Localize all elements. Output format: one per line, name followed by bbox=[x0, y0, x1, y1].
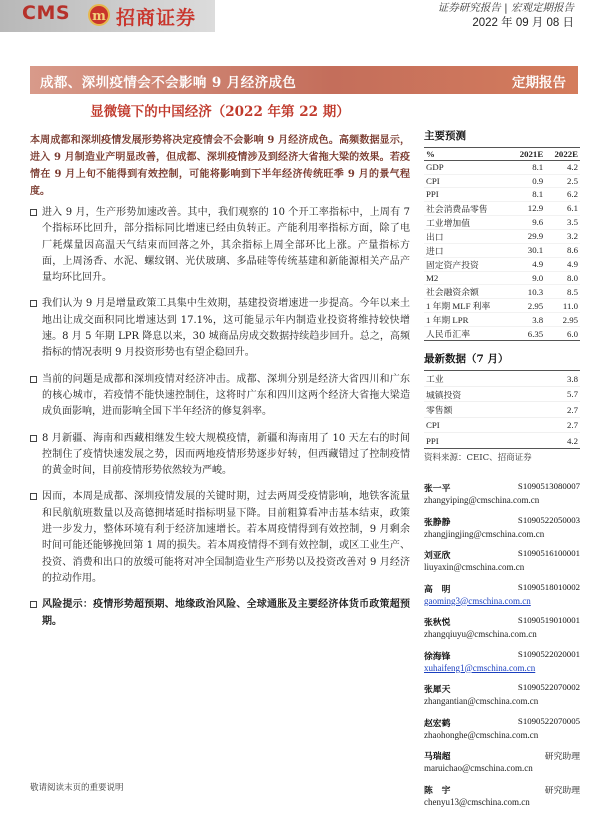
analyst-license: S1090513080007 bbox=[518, 481, 580, 491]
table-row bbox=[424, 285, 580, 299]
risk-warning bbox=[30, 597, 410, 630]
indicator-value: 4.9 bbox=[545, 257, 580, 271]
analyst-license: S1090522070002 bbox=[518, 682, 580, 692]
indicator-name: CPI bbox=[424, 417, 537, 433]
analyst-name: 赵宏鹤 bbox=[424, 716, 450, 729]
bullet-square-icon bbox=[30, 601, 37, 608]
latest-data-table bbox=[424, 370, 580, 449]
analyst-email: zhangqiuyu@cmschina.com.cn bbox=[424, 629, 584, 639]
bullet-item bbox=[30, 431, 410, 480]
bullet-text: 进入 9 月，生产形势加速改善。其中，我们观察的 10 个开工率指标中，上周有 7 个指标环比回升，部分指标同比增速已经由负转正。产能利用率指标方面，除了电厂耗煤量因高温天气结束而回落之外，其余指标上周全部环比上涨。产量指标方面，上周汤香、水泥、螺纹钢、光伏玻璃、多晶硅等传统基建和新能源相关产品产量均环比回升。 bbox=[42, 207, 410, 283]
analyst-header bbox=[424, 481, 584, 495]
indicator-name: 社会融资余额 bbox=[424, 285, 510, 299]
table-row bbox=[424, 161, 580, 175]
indicator-value: 8.6 bbox=[545, 243, 580, 257]
analyst-header bbox=[424, 649, 584, 663]
table-header-row bbox=[424, 148, 580, 161]
indicator-value: 3.8 bbox=[537, 371, 580, 387]
analyst-license: S1090519010001 bbox=[518, 615, 580, 625]
logo-cms-text: CMS bbox=[22, 2, 70, 24]
indicator-name: 工业 bbox=[424, 371, 537, 387]
indicator-name: 社会消费品零售 bbox=[424, 201, 510, 215]
indicator-value: 6.1 bbox=[545, 201, 580, 215]
table-row bbox=[424, 327, 580, 341]
company-logo bbox=[0, 0, 215, 32]
analyst-header bbox=[424, 548, 584, 562]
analyst-entry bbox=[424, 615, 584, 649]
report-type: 证券研究报告 | 宏观定期报告 bbox=[438, 0, 574, 15]
analyst-email: maruichao@cmschina.com.cn bbox=[424, 763, 584, 773]
bullet-item bbox=[30, 296, 410, 361]
analyst-entry bbox=[424, 515, 584, 549]
indicator-value: 6.35 bbox=[510, 327, 545, 341]
report-tag: 定期报告 bbox=[512, 71, 566, 91]
table-row bbox=[424, 174, 580, 188]
indicator-name: PPI bbox=[424, 433, 537, 449]
table-row bbox=[424, 386, 580, 402]
indicator-name: CPI bbox=[424, 174, 510, 188]
indicator-value: 4.2 bbox=[545, 161, 580, 175]
analyst-email: chenyu13@cmschina.com.cn bbox=[424, 797, 584, 807]
analyst-name: 高 明 bbox=[424, 582, 450, 595]
column-header: 2021E bbox=[510, 148, 545, 161]
analyst-license: S1090518010002 bbox=[518, 582, 580, 592]
title-bar bbox=[30, 66, 578, 94]
analyst-name: 徐海锋 bbox=[424, 649, 450, 662]
analyst-name: 陈 宇 bbox=[424, 783, 450, 796]
indicator-value: 2.95 bbox=[510, 299, 545, 313]
table-row bbox=[424, 417, 580, 433]
analyst-header bbox=[424, 615, 584, 629]
bullet-square-icon bbox=[30, 209, 37, 216]
table-row bbox=[424, 201, 580, 215]
indicator-value: 3.5 bbox=[545, 215, 580, 229]
indicator-name: 零售额 bbox=[424, 402, 537, 418]
indicator-value: 10.3 bbox=[510, 285, 545, 299]
bullet-item bbox=[30, 205, 410, 286]
analyst-header bbox=[424, 682, 584, 696]
table-row bbox=[424, 433, 580, 449]
summary-paragraph: 本周成都和深圳疫情发展形势将决定疫情会不会影响 9 月经济成色。高频数据显示，进入 9 月制造业产明显改善，但成都、深圳疫情涉及到经济大省拖大梁的效果。若疫情在 9 月上旬不能得到有效控制，可能将影响到下半年经济传统旺季 9 月的景气程度。 bbox=[30, 132, 410, 200]
analyst-email: zhaohonghe@cmschina.com.cn bbox=[424, 730, 584, 740]
indicator-value: 0.9 bbox=[510, 174, 545, 188]
analyst-entry bbox=[424, 582, 584, 616]
column-header: % bbox=[424, 148, 510, 161]
logo-company-name: 招商证券 bbox=[116, 3, 196, 30]
indicator-value: 9.6 bbox=[510, 215, 545, 229]
indicator-value: 12.9 bbox=[510, 201, 545, 215]
page-header bbox=[0, 0, 600, 44]
indicator-name: PPI bbox=[424, 188, 510, 202]
analyst-name: 张一平 bbox=[424, 481, 450, 494]
analyst-entry bbox=[424, 682, 584, 716]
analyst-header bbox=[424, 515, 584, 529]
logo-badge-icon: m bbox=[88, 4, 110, 26]
analyst-license: S1090522020001 bbox=[518, 649, 580, 659]
analyst-email: zhangjingjing@cmschina.com.cn bbox=[424, 529, 584, 539]
bullet-text: 8 月新疆、海南和西藏相继发生较大规模疫情，新疆和海南用了 10 天左右的时间控制住了疫情快速发展之势，因而两地疫情形势逐步好转，但西藏错过了控制疫情的黄金时间，目前疫情形势依然较为严峻。 bbox=[42, 433, 410, 477]
table-row bbox=[424, 215, 580, 229]
indicator-value: 8.5 bbox=[545, 285, 580, 299]
forecast-table bbox=[424, 147, 580, 341]
table-row bbox=[424, 229, 580, 243]
analyst-list bbox=[424, 481, 584, 816]
table-row bbox=[424, 313, 580, 327]
analyst-name: 张犀天 bbox=[424, 682, 450, 695]
table-row bbox=[424, 371, 580, 387]
analyst-entry bbox=[424, 716, 584, 750]
bullet-square-icon bbox=[30, 376, 37, 383]
analyst-email: liuyaxin@cmschina.com.cn bbox=[424, 562, 584, 572]
analyst-email[interactable]: gaoming3@cmschina.com.cn bbox=[424, 596, 584, 606]
table-row bbox=[424, 257, 580, 271]
analyst-email: zhangantian@cmschina.com.cn bbox=[424, 696, 584, 706]
indicator-value: 3.2 bbox=[545, 229, 580, 243]
analyst-header bbox=[424, 749, 584, 763]
bullet-text: 风险提示：疫情形势超预期、地缘政治风险、全球通胀及主要经济体货币政策超预期。 bbox=[42, 599, 410, 626]
indicator-name: 出口 bbox=[424, 229, 510, 243]
indicator-name: 进口 bbox=[424, 243, 510, 257]
indicator-value: 2.5 bbox=[545, 174, 580, 188]
indicator-value: 2.7 bbox=[537, 402, 580, 418]
column-header: 2022E bbox=[545, 148, 580, 161]
indicator-value: 2.95 bbox=[545, 313, 580, 327]
indicator-value: 29.9 bbox=[510, 229, 545, 243]
data-source: 资料来源：CEIC、招商证券 bbox=[424, 451, 584, 463]
analyst-name: 马瑞超 bbox=[424, 749, 450, 762]
bullet-list bbox=[30, 205, 410, 640]
indicator-name: GDP bbox=[424, 161, 510, 175]
indicator-value: 4.9 bbox=[510, 257, 545, 271]
sidebar bbox=[424, 128, 584, 463]
indicator-name: 人民币汇率 bbox=[424, 327, 510, 341]
analyst-license: S1090516100001 bbox=[518, 548, 580, 558]
footer-note: 敬请阅读末页的重要说明 bbox=[30, 781, 124, 793]
indicator-value: 8.0 bbox=[545, 271, 580, 285]
indicator-name: 1 年期 LPR bbox=[424, 313, 510, 327]
table-row bbox=[424, 271, 580, 285]
analyst-entry bbox=[424, 783, 584, 816]
indicator-value: 11.0 bbox=[545, 299, 580, 313]
indicator-value: 2.7 bbox=[537, 417, 580, 433]
indicator-value: 8.1 bbox=[510, 188, 545, 202]
indicator-value: 9.0 bbox=[510, 271, 545, 285]
report-title: 成都、深圳疫情会不会影响 9 月经济成色 bbox=[40, 71, 296, 91]
latest-data-title: 最新数据（7 月） bbox=[424, 351, 584, 366]
analyst-entry bbox=[424, 481, 584, 515]
table-row bbox=[424, 402, 580, 418]
bullet-item bbox=[30, 372, 410, 421]
forecast-title: 主要预测 bbox=[424, 128, 584, 143]
bullet-item bbox=[30, 489, 410, 587]
indicator-value: 5.7 bbox=[537, 386, 580, 402]
analyst-header bbox=[424, 582, 584, 596]
analyst-entry bbox=[424, 548, 584, 582]
analyst-license: 研究助理 bbox=[545, 783, 580, 796]
indicator-name: 工业增加值 bbox=[424, 215, 510, 229]
analyst-name: 张秋悦 bbox=[424, 615, 450, 628]
analyst-header bbox=[424, 783, 584, 797]
indicator-name: 固定资产投资 bbox=[424, 257, 510, 271]
table-row bbox=[424, 243, 580, 257]
indicator-name: 1 年期 MLF 利率 bbox=[424, 299, 510, 313]
table-row bbox=[424, 188, 580, 202]
analyst-license: 研究助理 bbox=[545, 749, 580, 762]
bullet-text: 我们认为 9 月是增量政策工具集中生效期，基建投资增速进一步提高。今年以来土地出让成交面积同比增速达到 17.1%，这可能显示年内制造业投资将维持较快增速。8 月 5 年期 LPR 降息以来，30 城商品房成交数据持续趋步回升。总之，高频指标的情况表明 9 月投资形势也有望企稳回升。 bbox=[42, 298, 410, 358]
indicator-name: M2 bbox=[424, 271, 510, 285]
analyst-email[interactable]: xuhaifeng1@cmschina.com.cn bbox=[424, 663, 584, 673]
analyst-email: zhangyiping@cmschina.com.cn bbox=[424, 495, 584, 505]
bullet-square-icon bbox=[30, 493, 37, 500]
indicator-value: 8.1 bbox=[510, 161, 545, 175]
table-row bbox=[424, 299, 580, 313]
bullet-text: 当前的问题是成都和深圳疫情对经济冲击。成都、深圳分别是经济大省四川和广东的核心城市，若疫情不能快速控制住，这将时广东和四川这两个经济大省拖大梁造成负面影响，进而影响全国下半年经济的修复斜率。 bbox=[42, 374, 410, 418]
analyst-license: S1090522050003 bbox=[518, 515, 580, 525]
indicator-value: 30.1 bbox=[510, 243, 545, 257]
bullet-square-icon bbox=[30, 300, 37, 307]
indicator-value: 4.2 bbox=[537, 433, 580, 449]
analyst-entry bbox=[424, 649, 584, 683]
report-date: 2022 年 09 月 08 日 bbox=[472, 14, 574, 30]
indicator-value: 6.2 bbox=[545, 188, 580, 202]
analyst-name: 张静静 bbox=[424, 515, 450, 528]
bullet-square-icon bbox=[30, 435, 37, 442]
indicator-name: 城镇投资 bbox=[424, 386, 537, 402]
analyst-header bbox=[424, 716, 584, 730]
analyst-name: 刘亚欣 bbox=[424, 548, 450, 561]
indicator-value: 3.8 bbox=[510, 313, 545, 327]
report-subtitle: 显微镜下的中国经济（2022 年第 22 期） bbox=[30, 100, 410, 120]
indicator-value: 6.0 bbox=[545, 327, 580, 341]
bullet-text: 因而，本周是成都、深圳疫情发展的关键时期，过去两周受疫情影响，地铁客流量和民航航班数量以及高德拥堵延时指标明显下降。目前粗算看冲击基本结束，政策进一步发力，整体环境有利于经济加速增长。若本周疫情得到有效控制，9 月剩余时间可能还能够挽回第 1 周的损失。若本周疫情得不到有效控制，或区工业生产、投资、消费和出口的放缓可能将对冲全国制造业生产形势以及投资改善对 9 月经济的拉动作用。 bbox=[42, 491, 410, 583]
analyst-entry bbox=[424, 749, 584, 783]
analyst-license: S1090522070005 bbox=[518, 716, 580, 726]
